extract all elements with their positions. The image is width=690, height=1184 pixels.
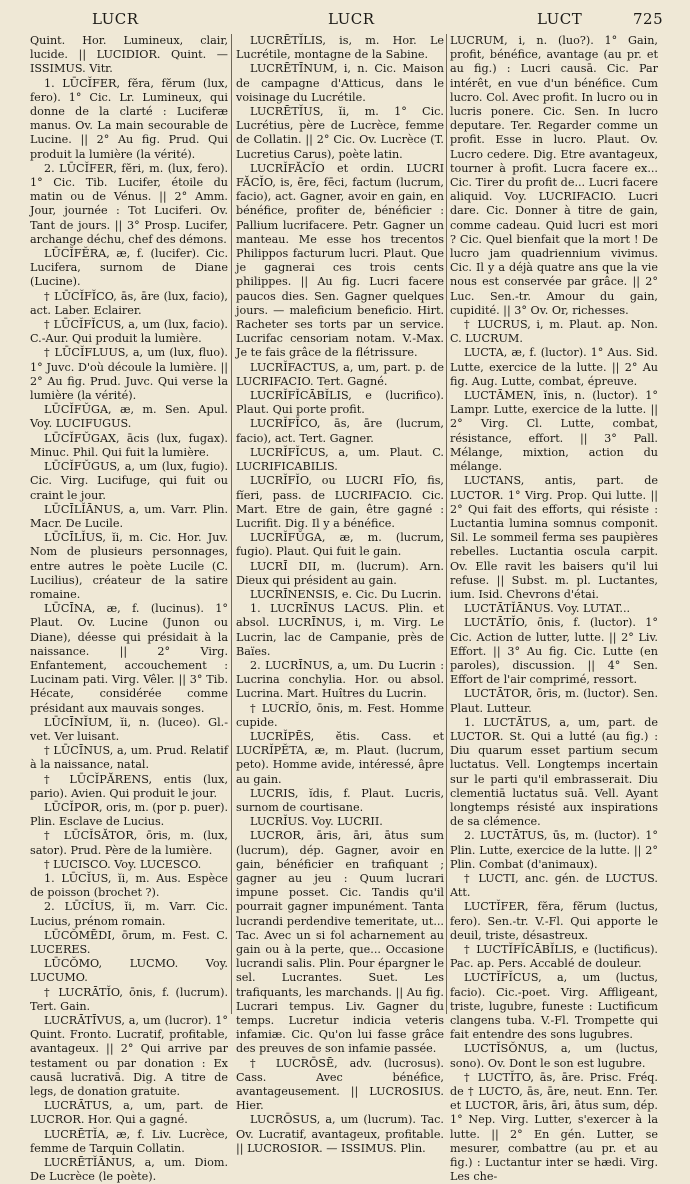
dictionary-entry: LUCTĀMEN, ĭnis, n. (luctor). 1° Lampr. Lutte, exercice de la lutte. || 2° Virg. Cl. Lutte, combat, résistance, effort. || 3° Pall. Mélange, mixtion, action du mélange. <box>450 389 658 474</box>
column-left <box>30 34 229 1184</box>
dictionary-entry: LUCRŌSUS, a, um (lucrum). Tac. Ov. Lucratif, avantageux, profitable. || LUCROSIOR. — ISSIMUS. Plin. <box>236 1113 444 1155</box>
dictionary-entry: LUCRĀTUS, a, um, part. de LUCROR. Hor. Qui a gagné. <box>30 1099 228 1127</box>
dictionary-entry: † LUCTI, anc. gén. de LUCTUS. Att. <box>450 871 658 900</box>
header-middle-word: LUCR <box>328 10 375 28</box>
dictionary-entry: LUCTĬSŎNUS, a, um (luctus, sono). Ov. Dont le son est lugubre. <box>450 1042 658 1070</box>
dictionary-entry: † LUCTĬTO, ās, āre. Prisc. Fréq. de † LUCTO, ās, āre, neut. Enn. Ter. et LUCTOR, āris, āri, ātus sum, dép. 1° Nep. Virg. Lutter, s'exercer à la lutte. || 2° En gén. Lutter, se mesurer, combattre (au pr. et au fig.) : Luctantur inter se hædi. Virg. Les che- <box>450 1070 658 1184</box>
dictionary-entry: 2. LUCTĀTUS, ūs, m. (luctor). 1° Plin. Lutte, exercice de la lutte. || 2° Plin. Combat (d'animaux). <box>450 829 658 871</box>
dictionary-entry: † LUCTĬFĬCĀBĬLIS, e (luctificus). Pac. ap. Pers. Accablé de douleur. <box>450 943 658 971</box>
column-right <box>450 34 658 1184</box>
dictionary-entry: LUCRĒTĬLIS, is, m. Hor. Le Lucrétile, montagne de la Sabine. <box>236 34 444 62</box>
header-right-word: LUCT <box>537 10 583 28</box>
dictionary-entry: LUCTANS, antis, part. de LUCTOR. 1° Virg. Prop. Qui lutte. || 2° Qui fait des efforts, qui résiste : Luctantia lumina somnus componit. Sil. Le sommeil ferma ses paupières rebelles. Luctantia oscula carpit. Ov. Elle ravit les baisers qu'il lui refuse. || Subst. m. pl. Luctantes, ium. Isid. Chevrons d'étai. <box>450 474 658 601</box>
column-divider <box>446 34 447 1014</box>
dictionary-entry: LUCRĒTĬA, æ, f. Liv. Lucrèce, femme de Tarquin Collatin. <box>30 1127 228 1155</box>
dictionary-entry: LŪCĬFŬGAX, ācis (lux, fugax). Minuc. Phil. Qui fuit la lumière. <box>30 431 228 459</box>
dictionary-entry: LUCRĬUS. Voy. LUCRII. <box>250 815 383 829</box>
dictionary-entry: LUCRĒTĬĀNUS, a, um. Diom. De Lucrèce (le poète). <box>30 1156 228 1184</box>
dictionary-entry: † LUCISCO. Voy. LUCESCO. <box>44 857 202 871</box>
dictionary-entry: LUCRĬFĬCĀBĬLIS, e (lucrifico). Plaut. Qui porte profit. <box>236 389 444 417</box>
dictionary-entry: LŪCŎMO, LUCMO. Voy. LUCUMO. <box>30 957 228 985</box>
dictionary-entry: LUCRĪNENSIS, e. Cic. Du Lucrin. <box>250 587 442 601</box>
dictionary-entry: LUCRĬFĬCUS, a, um. Plaut. C. LUCRIFICABILIS. <box>236 445 444 474</box>
header-left-word: LUCR <box>92 10 139 28</box>
dictionary-entry: † LUCRUS, i, m. Plaut. ap. Non. C. LUCRUM. <box>450 318 658 346</box>
column-middle <box>236 34 444 1155</box>
dictionary-entry: LUCRĬFACTUS, a, um, part. p. de LUCRIFACIO. Tert. Gagné. <box>236 360 444 388</box>
column-divider <box>231 34 232 1014</box>
dictionary-entry: † LŪCĬSĂTOR, ōris, m. (lux, sator). Prud. Père de la lumière. <box>30 829 228 857</box>
dictionary-entry: LUCTĬFĬCUS, a, um (luctus, facio). Cic.-poet. Virg. Affligeant, triste, lugubre, funeste : Luctificum clangens tuba. V.-Fl. Trompette qui fait entendre des sons lugubres. <box>450 971 658 1042</box>
dictionary-entry: LUCRĒTĬUS, ĭi, m. 1° Cic. Lucrétius, père de Lucrèce, femme de Collatin. || 2° Cic. Ov. Lucrèce (T. Lucretius Carus), poète latin. <box>236 105 444 161</box>
dictionary-entry: LUCROR, āris, āri, ātus sum (lucrum), dép. Gagner, avoir en gain, bénéficier en trafiquant ; gagner au jeu : Quum lucrari impune posset. Cic. Tandis qu'il pourrait gagner impunément. Tanta lucrandi perdendive temeritate, ut... Tac. Avec un si fol acharnement au gain ou à la perte, que... Occasione lucrandi salis. Plin. Pour épargner le sel. Lucrantes. Suet. Les trafiquants, les marchands. || Au fig. Lucrari tempus. Liv. Gagner du temps. Lucretur indicia veteris infamiæ. Cic. Qu'on lui fasse grâce des preuves de son infamie passée. <box>236 829 444 1056</box>
dictionary-entry: LŪCĪLĬĀNUS, a, um. Varr. Plin. Macr. De Lucile. <box>30 502 228 530</box>
dictionary-entry: † LŪCĪNUS, a, um. Prud. Relatif à la naissance, natal. <box>30 744 228 772</box>
dictionary-entry: † LŪCĬFLUUS, a, um (lux, fluo). 1° Juvc. D'où découle la lumière. || 2° Au fig. Prud. Juvc. Qui verse la lumière (la vérité). <box>30 346 228 403</box>
dictionary-entry: LŪCŎMĒDI, ōrum, m. Fest. C. LUCERES. <box>30 928 228 956</box>
dictionary-entry: 2. LUCRĪNUS, a, um. Du Lucrin : Lucrina conchylia. Hor. ou absol. Lucrina. Mart. Huîtres du Lucrin. <box>236 658 444 701</box>
dictionary-entry: LUCTĀTĬO, ōnis, f. (luctor). 1° Cic. Action de lutter, lutte. || 2° Liv. Effort. || 3° Au fig. Cic. Lutte (en paroles), discussion. || 4° Sen. Effort de l'air comprimé, ressort. <box>450 616 658 687</box>
dictionary-entry: LUCRĒTĪNUM, i, n. Cic. Maison de campagne d'Atticus, dans le voisinage du Lucrétile. <box>236 62 444 104</box>
dictionary-entry: LUCRĬFŬGA, æ, m. (lucrum, fugio). Plaut. Qui fuit le gain. <box>236 531 444 559</box>
dictionary-entry: † LUCRĀTĬO, ōnis, f. (lucrum). Tert. Gain. <box>30 985 228 1013</box>
dictionary-entry: LŪCĪLĬUS, ĭi, m. Cic. Hor. Juv. Nom de plusieurs personnages, entre autres le poète Lucile (C. Lucilius), créateur de la satire romaine. <box>30 531 228 601</box>
dictionary-entry: LUCTA, æ, f. (luctor). 1° Aus. Sid. Lutte, exercice de la lutte. || 2° Au fig. Aug. Lutte, combat, épreuve. <box>450 346 658 388</box>
dictionary-entry: LŪCĪNA, æ, f. (lucinus). 1° Plaut. Ov. Lucine (Junon ou Diane), déesse qui présidait à la naissance. || 2° Virg. Enfantement, accouchement : Lucinam pati. Virg. Vêler. || 3° Tib. Hécate, considérée comme présidant aux mauvais songes. <box>30 602 228 715</box>
dictionary-entry: LUCRĬPĒS, ĕtis. Cass. et LUCRĬPĔTA, æ, m. Plaut. (lucrum, peto). Homme avide, intéressé, âpre au gain. <box>236 729 444 786</box>
dictionary-entry: LŪCĬPOR, oris, m. (por p. puer). Plin. Esclave de Lucius. <box>30 800 229 829</box>
dictionary-entry: LŪCĪNĬUM, ĭi, n. (luceo). Gl.-vet. Ver luisant. <box>30 715 228 743</box>
dictionary-entry: 2. LŪCĬUS, ĭi, m. Varr. Cic. Lucius, prénom romain. <box>30 900 228 928</box>
dictionary-entry: 2. LŪCĬFER, fĕri, m. (lux, fero). 1° Cic. Tib. Lucifer, étoile du matin ou de Vénus. || 2° Amm. Jour, journée : Tot Luciferi. Ov. Tant de jours. || 3° Prosp. Lucifer, archange déchu, chef des démons. <box>30 161 228 246</box>
running-header <box>0 10 690 32</box>
dictionary-entry: † LŪCĬPĂRENS, entis (lux, pario). Avien. Qui produit le jour. <box>30 772 228 800</box>
dictionary-entry: LUCTĬFER, fĕra, fĕrum (luctus, fero). Sen.-tr. V.-Fl. Qui apporte le deuil, triste, désastreux. <box>450 900 658 942</box>
dictionary-entry: LUCRUM, i, n. (luo?). 1° Gain, profit, bénéfice, avantage (au pr. et au fig.) : Lucri causā. Cic. Par intérêt, en vue d'un bénéfice. Cum lucro. Col. Avec profit. In lucro ou in lucris ponere. Cic. Sen. In lucro deputare. Ter. Regarder comme un profit. Esse in lucro. Plaut. Ov. Lucro cedere. Dig. Etre avantageux, tourner à profit. Lucra facere ex... Cic. Tirer du profit de... Lucri facere aliquid. Voy. LUCRIFACIO. Lucri dare. Cic. Donner à titre de gain, comme cadeau. Quid lucri est mori ? Cic. Quel bienfait que la mort ! De lucro jam quadriennium vivimus. Cic. Il y a déjà quatre ans que la vie nous est conservée par grâce. || 2° Luc. Sen.-tr. Amour du gain, cupidité. || 3° Ov. Or, richesses. <box>450 34 658 317</box>
dictionary-entry: LUCTĀTĬĀNUS. Voy. LUTAT... <box>464 602 631 616</box>
dictionary-entry: † LUCRŌSĒ, adv. (lucrosus). Cass. Avec bénéfice, avantageusement. || LUCROSIUS. Hier. <box>236 1056 444 1113</box>
dictionary-entry: LŪCĬFĔRA, æ, f. (lucifer). Cic. Lucifera, surnom de Diane (Lucine). <box>30 247 228 289</box>
page-number: 725 <box>633 10 664 28</box>
dictionary-entry: LUCRĪ DII, m. (lucrum). Arn. Dieux qui président au gain. <box>236 559 444 587</box>
dictionary-entry: 1. LŪCĬFER, fĕra, fĕrum (lux, fero). 1° Cic. Lr. Lumineux, qui donne de la clarté : Luciferæ manus. Ov. La main secourable de Lucine. || 2° Au fig. Prud. Qui produit la lumière (la vérité). <box>30 76 228 161</box>
dictionary-entry: LUCRĬFĂCĬO et ordin. LUCRI FĂCĬO, is, ēre, fēci, factum (lucrum, facio), act. Gagner, avoir en gain, en bénéfice, profiter de, bénéficier : Pallium lucrifacere. Petr. Gagner un manteau. Me esse hos trecentos Philippos facturum lucri. Plaut. Que je gagnerai ces trois cents philippes. || Au fig. Lucri facere paucos dies. Sen. Gagner quelques jours. — maleficium beneficio. Hirt. Racheter ses torts par un service. Lucrifac censoriam notam. V.-Max. Je te fais grâce de la flétrissure. <box>236 161 444 360</box>
dictionary-entry: LUCRĬFĬCO, ās, āre (lucrum, facio), act. Tert. Gagner. <box>236 417 444 445</box>
dictionary-entry: † LŪCĬFĬCO, ās, āre (lux, facio), act. Laber. Eclairer. <box>30 289 228 317</box>
dictionary-entry: LUCRĬFĬO, ou LUCRI FĪO, fis, fĭeri, pass. de LUCRIFACIO. Cic. Mart. Etre de gain, être gagné : Lucrifit. Dig. Il y a bénéfice. <box>236 474 444 530</box>
dictionary-entry: LŪCĬFŬGUS, a, um (lux, fugio). Cic. Virg. Lucifuge, qui fuit ou craint le jour. <box>30 460 228 502</box>
dictionary-entry: 1. LUCTĀTUS, a, um, part. de LUCTOR. St. Qui a lutté (au fig.) : Diu quarum esset partium secum luctatus. Vell. Longtemps incertain sur le parti qu'il embrasserait. Diu clementiā luctatus suā. Vell. Ayant longtemps résisté aux inspirations de sa clémence. <box>450 715 658 829</box>
dictionary-entry: 1. LUCRĪNUS LACUS. Plin. et absol. LUCRĪNUS, i, m. Virg. Le Lucrin, lac de Campanie, près de Baïes. <box>236 602 444 658</box>
dictionary-entry: LŪCĬFŬGA, æ, m. Sen. Apul. Voy. LUCIFUGUS. <box>30 403 228 431</box>
dictionary-entry: 1. LŪCĬUS, ĭi, m. Aus. Espèce de poisson (brochet ?). <box>30 871 228 900</box>
dictionary-entry: † LŪCĬFĬCUS, a, um (lux, facio). C.-Aur. Qui produit la lumière. <box>30 318 228 346</box>
dictionary-entry: LUCRĀTĪVUS, a, um (lucror). 1° Quint. Fronto. Lucratif, profitable, avantageux. || 2° Qui arrive par testament ou par donation : Ex causā lucrativā. Dig. A titre de legs, de donation gratuite. <box>30 1014 228 1099</box>
dictionary-entry: Quint. Hor. Lumineux, clair, lucide. || LUCIDIOR. Quint. — ISSIMUS. Vitr. <box>30 34 228 76</box>
dictionary-entry: LUCRIS, ĭdis, f. Plaut. Lucris, surnom de courtisane. <box>236 786 444 814</box>
dictionary-entry: † LUCRĬO, ōnis, m. Fest. Homme cupide. <box>236 701 444 729</box>
dictionary-entry: LUCTĀTOR, ōris, m. (luctor). Sen. Plaut. Lutteur. <box>450 687 658 715</box>
